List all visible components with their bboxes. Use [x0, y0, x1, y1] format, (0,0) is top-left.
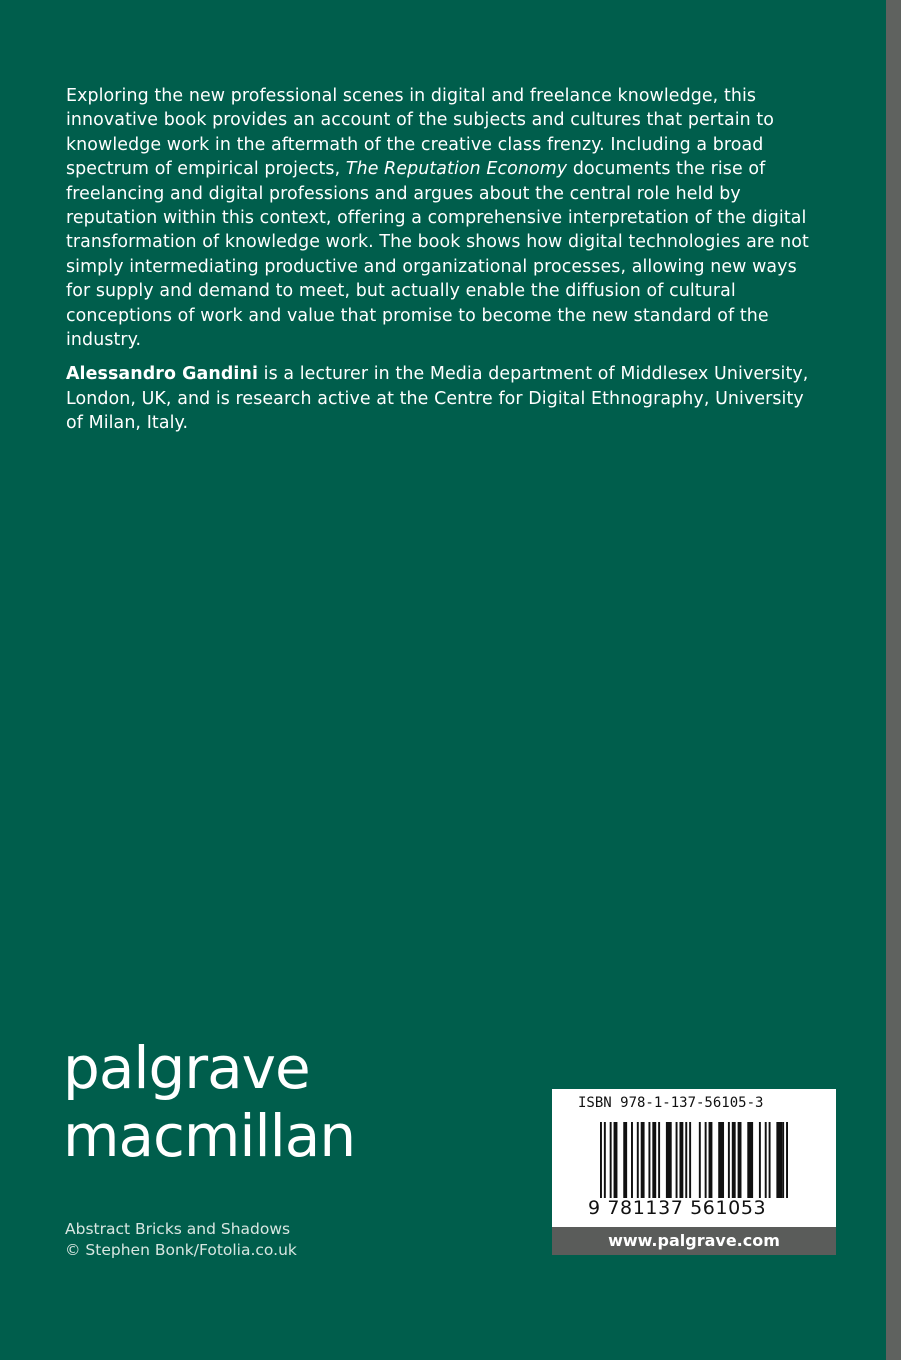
barcode-box [552, 1089, 836, 1255]
barcode-bar [604, 1122, 606, 1198]
book-title: The Reputation Economy [345, 159, 568, 180]
author-name: Alessandro Gandini [66, 364, 259, 385]
publisher-url[interactable]: www.palgrave.com [552, 1227, 836, 1255]
barcode-bar [718, 1122, 724, 1198]
barcode-bar [685, 1122, 687, 1198]
publisher-logo-line1: palgrave [63, 1034, 310, 1102]
barcode-bars [600, 1122, 788, 1198]
publisher-logo-line2: macmillan [63, 1102, 356, 1170]
barcode-bar [709, 1122, 713, 1198]
barcode-bar [648, 1122, 650, 1198]
barcode-bar [728, 1122, 730, 1198]
barcode-bar [759, 1122, 761, 1198]
barcode-bar [658, 1122, 660, 1198]
barcode-bar [776, 1122, 782, 1198]
barcode-bar [747, 1122, 753, 1198]
image-credit-line1: Abstract Bricks and Shadows [65, 1220, 291, 1238]
barcode-bar [600, 1122, 602, 1198]
barcode-bar [765, 1122, 767, 1198]
description-text-a: Exploring the new professional scenes in digital and freelance knowledge, this innovative book provides an account of the subjects and cultures that pertain to knowledge work in the aftermath of the creative class frenzy. Including a broad spectrum of empirical projects, [66, 86, 775, 180]
author-paragraph [66, 362, 826, 435]
isbn-label: ISBN 978-1-137-56105-3 [578, 1095, 764, 1111]
barcode-bar [641, 1122, 645, 1198]
barcode-bar [610, 1122, 612, 1198]
description-paragraph [66, 84, 826, 352]
barcode-bar [732, 1122, 736, 1198]
barcode-bar [769, 1122, 771, 1198]
barcode-panel [552, 1089, 836, 1227]
description-text-b: documents the rise of freelancing and digital professions and argues about the central role held by reputation within this context, offering a comprehensive interpretation of the digital transformation of knowledge work. The book shows how digital technologies are not simply intermediating productive and organizational processes, allowing new ways for supply and demand to meet, but actually enable the diffusion of cultural conceptions of work and value that promise to become the new standard of the industry. [66, 159, 809, 351]
author-bio: is a lecturer in the Media department of Middlesex University, London, UK, and is research active at the Centre for Digital Ethnography, University of Milan, Italy. [66, 364, 809, 434]
barcode-digits: 9 781137 561053 [588, 1197, 767, 1219]
barcode-bar [666, 1122, 672, 1198]
barcode-bar [623, 1122, 627, 1198]
barcode-bar [738, 1122, 742, 1198]
publisher-logo [63, 1034, 355, 1170]
blurb [66, 84, 826, 446]
barcode-bar [786, 1122, 788, 1198]
barcode-bar [676, 1122, 678, 1198]
barcode-bar [637, 1122, 639, 1198]
barcode-bar [699, 1122, 701, 1198]
barcode-bar [614, 1122, 618, 1198]
spine-edge [886, 0, 901, 1360]
barcode-bar [679, 1122, 683, 1198]
barcode-bar [689, 1122, 691, 1198]
barcode-bar [652, 1122, 656, 1198]
image-credit-line2: © Stephen Bonk/Fotolia.co.uk [65, 1241, 297, 1259]
barcode-bar [782, 1122, 784, 1198]
image-credit [65, 1219, 297, 1261]
barcode-bar [631, 1122, 633, 1198]
barcode-bar [705, 1122, 707, 1198]
